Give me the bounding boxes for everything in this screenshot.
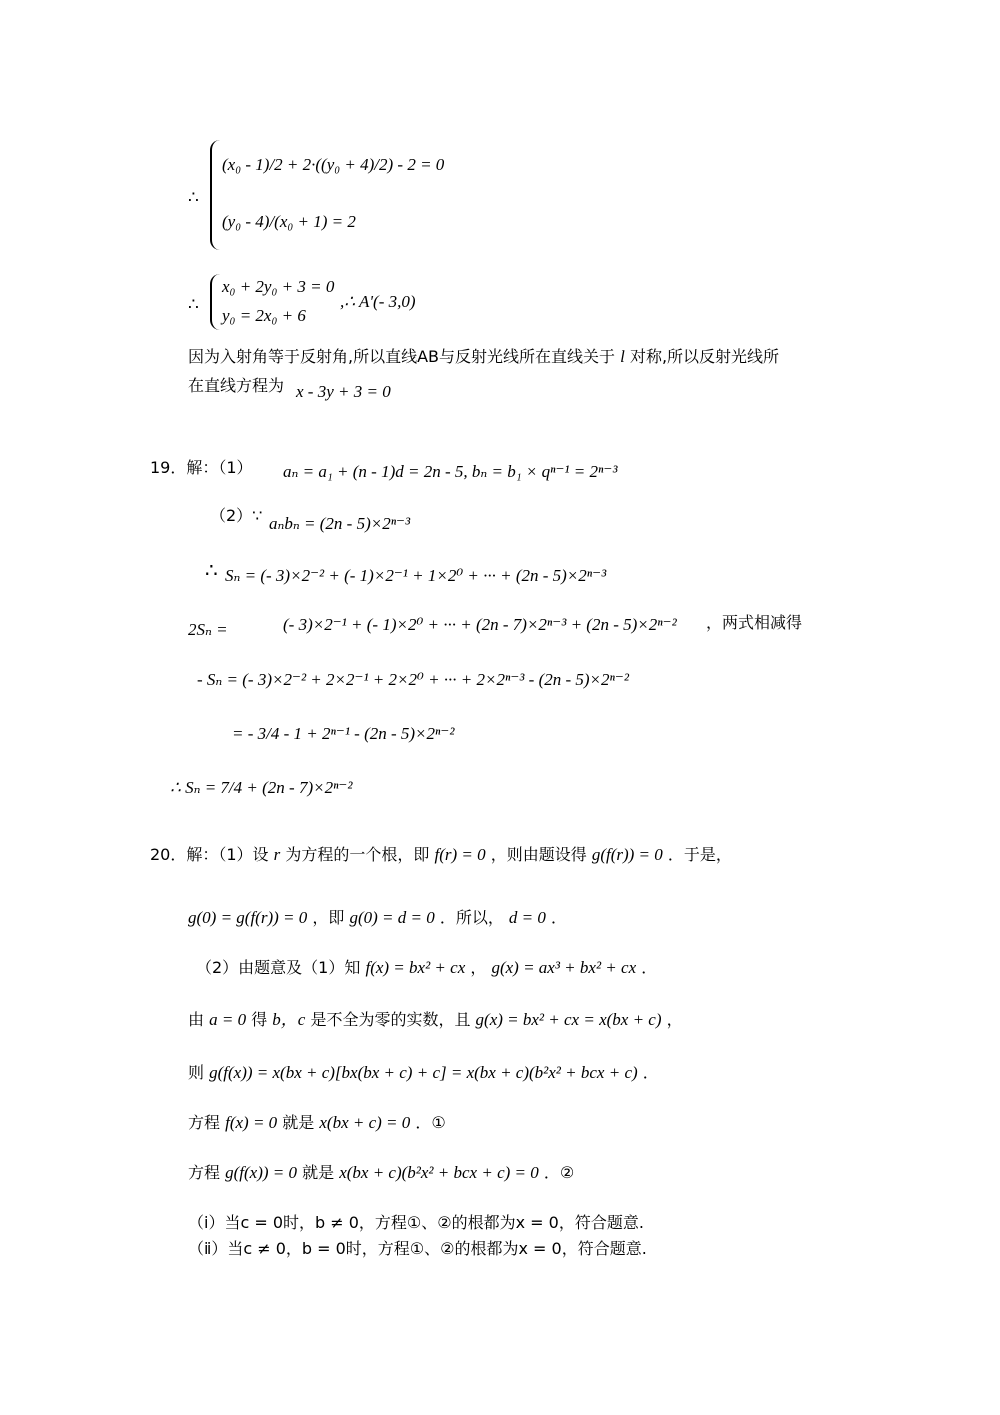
- problem-20-line1-b: 为方程的一个根，即: [285, 845, 430, 864]
- therefore-symbol-2: ∴: [188, 295, 199, 314]
- reflection-text-2: 在直线方程为: [188, 376, 285, 395]
- reflected-line-equation: x - 3y + 3 = 0: [296, 382, 391, 401]
- problem-20-line2-b: ．所以，: [439, 908, 504, 927]
- problem-19-simplified: = - 3/4 - 1 + 2ⁿ⁻¹ - (2n - 5)×2ⁿ⁻²: [232, 724, 455, 743]
- problem-19-result: ∴ Sₙ = 7/4 + (2n - 7)×2ⁿ⁻²: [170, 778, 353, 797]
- therefore-symbol-1: ∴: [188, 188, 199, 207]
- system2-tail: ,∴ A'(- 3,0): [340, 292, 416, 311]
- problem-20-line3-a: （2）由题意及（1）知: [196, 958, 361, 977]
- equation-g0-d: g(0) = d = 0: [349, 908, 435, 927]
- problem-19-label: 19．解：（1）: [150, 458, 253, 477]
- problem-19-subtract-note: ，两式相减得: [706, 613, 803, 632]
- equation-2: x(bx + c)(b²x² + bcx + c) = 0: [339, 1163, 539, 1182]
- system1-eq1: (x₀ - 1)/2 + 2·((y₀ + 4)/2) - 2 = 0: [222, 155, 445, 174]
- root-r-symbol: r: [273, 845, 281, 864]
- variables-b-c: b，c: [272, 1010, 306, 1029]
- problem-20-line6: [188, 1110, 446, 1133]
- problem-20-case-ii: （ⅱ）当c ≠ 0，b = 0时，方程①、②的根都为x = 0，符合题意.: [188, 1239, 647, 1258]
- line-l-symbol: l: [620, 347, 625, 366]
- problem-20-line7-b: 就是: [302, 1163, 335, 1182]
- problem-20-line4-b: 得: [251, 1010, 268, 1029]
- problem-19-part2: aₙbₙ = (2n - 5)×2ⁿ⁻³: [269, 514, 411, 533]
- problem-19-part1: aₙ = a₁ + (n - 1)d = 2n - 5, bₙ = b₁ × qⁿ⁻¹ = 2ⁿ⁻³: [283, 462, 618, 481]
- equation-a-zero: a = 0: [209, 1010, 247, 1029]
- problem-20-line4-a: 由: [188, 1010, 205, 1029]
- problem-20-case-i: （ⅰ）当c = 0时，b ≠ 0，方程①、②的根都为x = 0，符合题意.: [188, 1213, 644, 1232]
- problem-20-line4-c: 是不全为零的实数，且: [310, 1010, 471, 1029]
- system1-eq2: (y₀ - 4)/(x₀ + 1) = 2: [222, 212, 356, 231]
- problem-20-line1: [150, 842, 732, 865]
- reflection-text-1: [188, 344, 779, 367]
- problem-20-line1-a: 20．解：（1）设: [150, 845, 269, 864]
- problem-20-line1-d: ．于是，: [667, 845, 732, 864]
- problem-20-line7-a: 方程: [188, 1163, 221, 1182]
- problem-19-part2-label: （2）∵: [210, 506, 263, 525]
- problem-20-line1-c: ，则由题设得: [490, 845, 587, 864]
- equation-g-x: g(x) = ax³ + bx² + cx: [491, 958, 637, 977]
- problem-20-line3: [196, 955, 657, 978]
- problem-19-negative-sn: - Sₙ = (- 3)×2⁻² + 2×2⁻¹ + 2×2⁰ + ··· + 2×2ⁿ⁻³ - (2n - 5)×2ⁿ⁻²: [197, 670, 629, 689]
- problem-19-2sn-lhs: 2Sₙ =: [188, 620, 228, 639]
- system-brace-1: [210, 140, 222, 250]
- equation-g-f-r: g(f(r)) = 0: [591, 845, 663, 864]
- system2-eq1: x₀ + 2y₀ + 3 = 0: [222, 277, 335, 296]
- problem-20-line5: [188, 1060, 659, 1083]
- problem-20-line3-b: ，: [470, 958, 487, 977]
- problem-20-line2-c: ．: [551, 908, 568, 927]
- equation-f-r: f(r) = 0: [434, 845, 486, 864]
- problem-19-sum: Sₙ = (- 3)×2⁻² + (- 1)×2⁻¹ + 1×2⁰ + ··· + (2n - 5)×2ⁿ⁻³: [225, 566, 607, 585]
- problem-20-line4-d: ，: [666, 1010, 683, 1029]
- equation-d: d = 0: [508, 908, 546, 927]
- problem-20-line2: [188, 905, 567, 928]
- problem-20-line4: [188, 1005, 683, 1030]
- reflection-text-1-end: 对称,所以反射光线所: [629, 347, 780, 366]
- equation-g-f-x-zero: g(f(x)) = 0: [225, 1163, 297, 1182]
- problem-20-line5-b: ．: [642, 1063, 659, 1082]
- equation-g0: g(0) = g(f(r)) = 0: [188, 908, 308, 927]
- equation-g-f-x: g(f(x)) = x(bx + c)[bx(bx + c) + c] = x(bx + c)(b²x² + bcx + c): [209, 1063, 638, 1082]
- equation-1: x(bx + c) = 0: [319, 1113, 411, 1132]
- problem-20-line7-c: ．②: [543, 1163, 575, 1182]
- problem-19-2sn: (- 3)×2⁻¹ + (- 1)×2⁰ + ··· + (2n - 7)×2ⁿ⁻³ + (2n - 5)×2ⁿ⁻²: [283, 615, 677, 634]
- equation-f-x-zero: f(x) = 0: [225, 1113, 278, 1132]
- problem-20-line5-a: 则: [188, 1063, 205, 1082]
- problem-20-line7: [188, 1160, 574, 1183]
- equation-f-x: f(x) = bx² + cx: [365, 958, 466, 977]
- equation-g-x-factored: g(x) = bx² + cx = x(bx + c): [475, 1010, 662, 1029]
- reflection-text-1-main: 因为入射角等于反射角,所以直线AB与反射光线所在直线关于: [188, 347, 616, 366]
- problem-19-therefore: ∴: [205, 560, 218, 582]
- problem-20-line6-b: 就是: [282, 1113, 315, 1132]
- system2-eq2: y₀ = 2x₀ + 6: [222, 306, 306, 325]
- problem-20-line6-a: 方程: [188, 1113, 221, 1132]
- problem-20-line2-a: ，即: [312, 908, 345, 927]
- problem-20-line6-c: ．①: [415, 1113, 446, 1132]
- system-brace-2: [210, 274, 222, 330]
- problem-20-line3-c: ．: [641, 958, 658, 977]
